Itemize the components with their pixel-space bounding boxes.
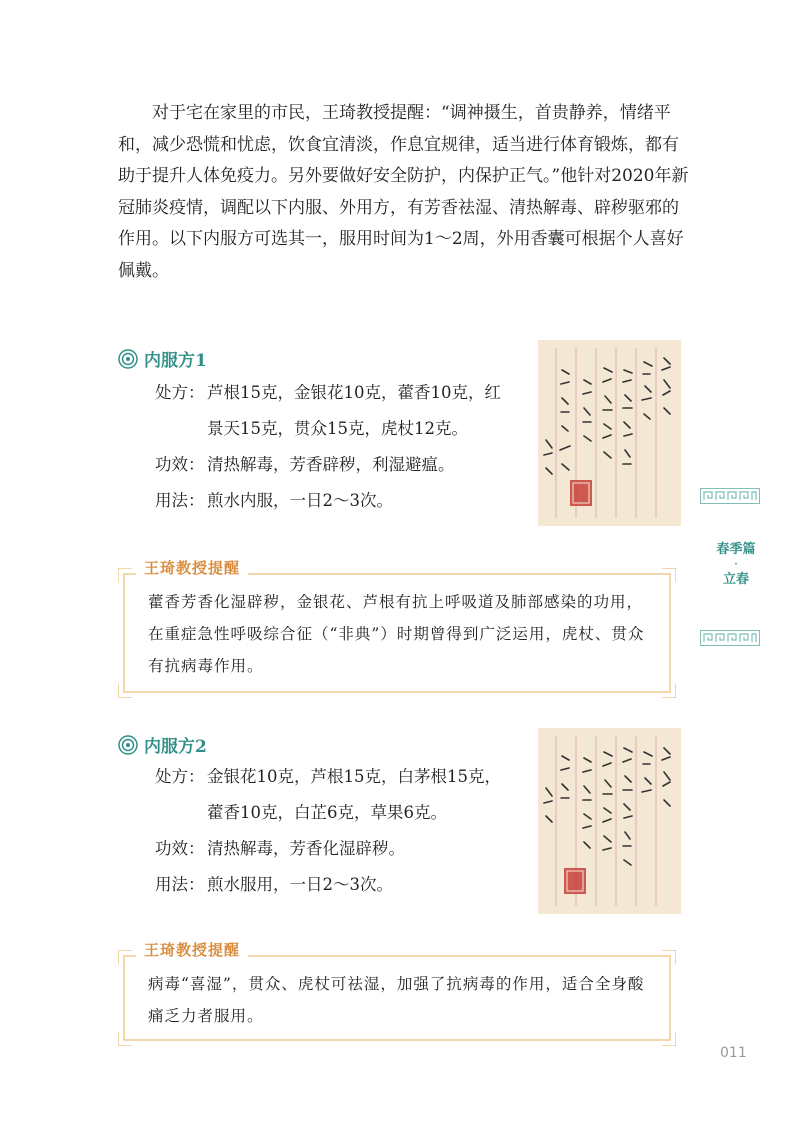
professor-tip-box-2 <box>118 941 676 1046</box>
usage-label: 用法： <box>155 491 205 510</box>
tip2-title: 王琦教授提醒 <box>136 939 248 960</box>
tip2-text: 病毒“喜湿”，贯众、虎杖可祛湿，加强了抗病毒的作用，适合全身酸痛乏力者服用。 <box>148 975 645 1025</box>
meander-pattern-icon <box>700 488 760 504</box>
chapter-season: 春季篇 <box>716 542 756 557</box>
chapter-term: 立春 <box>722 572 749 587</box>
prescription-line1: 芦根15克，金银花10克，藿香10克，红 <box>207 383 501 402</box>
tip1-text: 藿香芳香化湿辟秽，金银花、芦根有抗上呼吸道及肺部感染的功用，在重症急性呼吸综合征（“非典”）时期曾得到广泛运用，虎杖、贯众有抗病毒作用。 <box>148 593 645 675</box>
prescription-label: 处方： <box>155 767 205 786</box>
chapter-side-label <box>700 540 772 590</box>
effect-text: 清热解毒，芳香化湿辟秽。 <box>207 839 405 858</box>
effect-label: 功效： <box>155 455 205 474</box>
rosette-icon <box>118 349 138 369</box>
prescription-line2: 景天15克，贯众15克，虎杖12克。 <box>207 419 468 438</box>
usage-text: 煎水内服，一日2～3次。 <box>207 491 393 510</box>
prescription-label: 处方： <box>155 383 205 402</box>
section1-heading <box>118 346 207 371</box>
rosette-icon <box>118 735 138 755</box>
section2-heading <box>118 732 207 757</box>
section2-title: 内服方2 <box>144 737 207 757</box>
effect-text: 清热解毒，芳香辟秽，利湿避瘟。 <box>207 455 455 474</box>
section1-body <box>155 375 501 519</box>
section2-body <box>155 759 501 903</box>
intro-text: 对于宅在家里的市民，王琦教授提醒：“调神摄生，首贵静养，情绪平和，减少恐慌和忧虑，饮食宜清淡，作息宜规律，适当进行体育锻炼，都有助于提升人体免疫力。另外要做好安全防护，内保护正气。”他针对2020年新冠肺炎疫情，调配以下内服、外用方，有芳香祛湿、清热解毒、辟秽驱邪的作用。以下内服方可选其一，服用时间为1～2周，外用香囊可根据个人喜好佩戴。 <box>118 103 689 281</box>
prescription-line1: 金银花10克，芦根15克，白茅根15克， <box>207 767 501 786</box>
usage-label: 用法： <box>155 875 205 894</box>
meander-pattern-icon <box>700 630 760 646</box>
intro-paragraph <box>118 98 690 287</box>
chapter-dot: · <box>734 560 738 570</box>
professor-tip-box-1 <box>118 559 676 698</box>
handwritten-prescription-image-1 <box>538 340 681 526</box>
tip1-title: 王琦教授提醒 <box>136 557 248 578</box>
effect-label: 功效： <box>155 839 205 858</box>
section1-title: 内服方1 <box>144 351 207 371</box>
usage-text: 煎水服用，一日2～3次。 <box>207 875 393 894</box>
handwritten-prescription-image-2 <box>538 728 681 914</box>
prescription-line2: 藿香10克，白芷6克，草果6克。 <box>207 803 447 822</box>
page-number: 011 <box>720 1045 747 1061</box>
